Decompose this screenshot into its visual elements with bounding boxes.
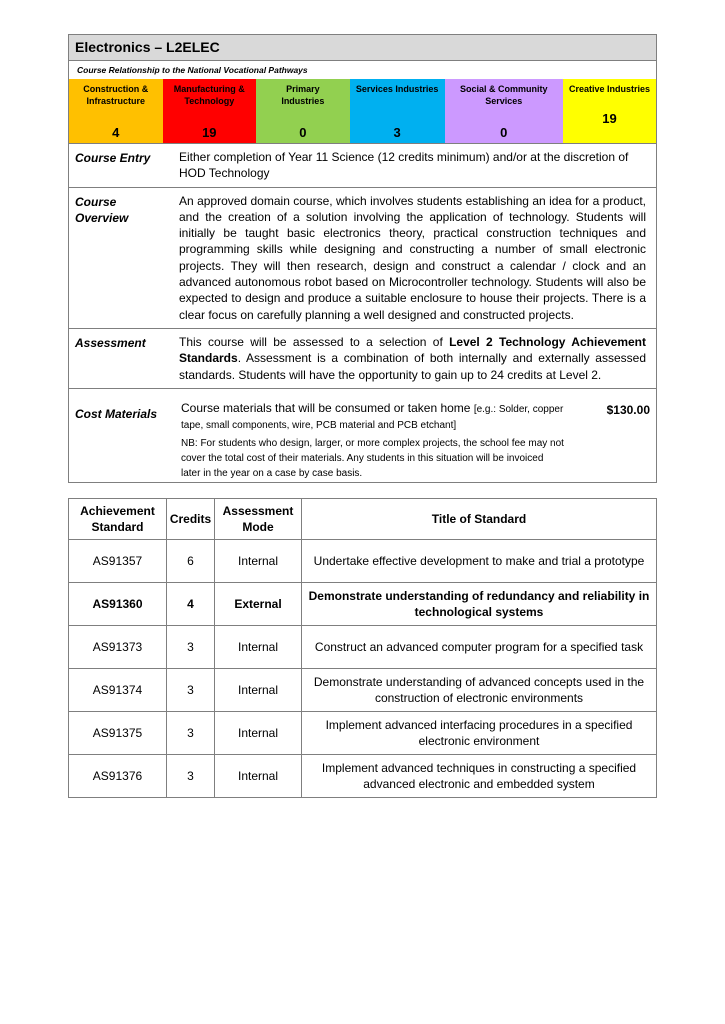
standard-code: AS91376 [69, 755, 167, 798]
standard-mode: Internal [215, 755, 302, 798]
assessment-text-highlight: Level 2 Technology Achievement Standards [179, 334, 647, 366]
assessment-text-end: . Assessment is a combination of both internally and externally assessed standards. Students will have the opportunity to gain up to 24 credits at Level 2. [179, 351, 646, 382]
pathway-services [350, 79, 445, 143]
pathway-value: 4 [112, 125, 120, 140]
standard-code: AS91357 [69, 540, 167, 583]
standard-credits: 6 [167, 540, 215, 583]
header-assessment-mode: Assessment Mode [215, 499, 302, 540]
standard-title: Implement advanced techniques in constructing a specified advanced electronic and embedded system [302, 755, 657, 798]
table-row [69, 540, 657, 583]
pathway-value: 19 [602, 111, 617, 126]
course-entry-label: Course Entry [75, 151, 151, 165]
table-row [69, 755, 657, 798]
table-row [69, 583, 657, 626]
standard-mode: Internal [215, 712, 302, 755]
course-info-box [68, 34, 657, 483]
standard-code: AS91375 [69, 712, 167, 755]
assessment-text-start: This course will be assessed to a selection of [179, 334, 450, 349]
table-row [69, 626, 657, 669]
pathway-label: Primary Industries [281, 84, 325, 106]
cost-materials-text [181, 401, 564, 433]
header-achievement-standard: Achievement Standard [69, 499, 167, 540]
standard-mode: Internal [215, 669, 302, 712]
cost-materials-detail: [e.g.: Solder, copper tape, small components, wire, PCB material and PCB etchant] [181, 403, 564, 431]
header-title-of-standard: Title of Standard [302, 499, 657, 540]
table-row [69, 669, 657, 712]
assessment-text [179, 329, 656, 388]
course-title: Electronics – L2ELEC [69, 35, 656, 61]
standard-code: AS91360 [69, 583, 167, 626]
standard-credits: 3 [167, 712, 215, 755]
pathway-label: Manufacturing & Technology [173, 84, 245, 106]
pathway-value: 3 [393, 125, 401, 140]
pathway-creative [563, 79, 656, 143]
standard-credits: 3 [167, 755, 215, 798]
standard-title: Demonstrate understanding of advanced concepts used in the construction of electronic environments [302, 669, 657, 712]
standard-credits: 3 [167, 669, 215, 712]
standard-mode: External [215, 583, 302, 626]
pathway-manufacturing [163, 79, 257, 143]
pathway-label: Creative Industries [568, 84, 651, 94]
header-credits: Credits [167, 499, 215, 540]
pathways-row [69, 79, 656, 143]
pathway-value: 19 [202, 125, 217, 140]
pathways-caption: Course Relationship to the National Vocational Pathways [77, 65, 308, 75]
pathway-primary [256, 79, 350, 143]
assessment-row [69, 328, 656, 388]
pathway-value: 0 [500, 125, 508, 140]
standard-title: Demonstrate understanding of redundancy and reliability in technological systems [302, 583, 657, 626]
course-entry-text: Either completion of Year 11 Science (12 credits minimum) and/or at the discretion of HOD Technology [179, 150, 629, 181]
pathway-label: Services Industries [355, 84, 439, 94]
standard-credits: 4 [167, 583, 215, 626]
standard-title: Implement advanced interfacing procedures in a specified electronic environment [302, 712, 657, 755]
course-entry-row [69, 143, 656, 187]
standard-credits: 3 [167, 626, 215, 669]
course-overview-row [69, 187, 656, 328]
standard-mode: Internal [215, 540, 302, 583]
pathway-social [445, 79, 563, 143]
standard-title: Construct an advanced computer program for a specified task [302, 626, 657, 669]
cost-price: $130.00 [606, 402, 650, 417]
course-overview-text: An approved domain course, which involves students establishing an idea for a product, and the creation of a solution involving the application of technology. Students will initially be taught basic electronics theory, practical construction techniques and programming skills while designing and constructing a number of small electronic projects. They will then research, design and construct a calendar / clock and an advanced autonomous robot based on Microcontroller technology. Students will also be expected to design and produce a suitable enclosure to house their projects. There is a clear focus on carefully planning a well designed and constructed projects. [179, 193, 646, 322]
pathway-construction [69, 79, 163, 143]
standard-title: Undertake effective development to make and trial a prototype [302, 540, 657, 583]
cost-materials-main: Course materials that will be consumed or taken home [181, 400, 474, 415]
cost-materials-note: NB: For students who design, larger, or more complex projects, the school fee may not cover the total cost of their materials. Any students in this situation will be invoiced later in the year on a case by case basis. [181, 437, 564, 479]
pathway-value: 0 [299, 125, 307, 140]
standard-code: AS91374 [69, 669, 167, 712]
standard-mode: Internal [215, 626, 302, 669]
table-row [69, 712, 657, 755]
cost-materials-label: Cost Materials [75, 406, 158, 421]
standard-code: AS91373 [69, 626, 167, 669]
standards-header-row [69, 499, 657, 540]
course-overview-label: Course Overview [75, 194, 129, 225]
pathway-label: Construction & Infrastructure [83, 84, 149, 106]
standards-table [68, 498, 657, 798]
pathway-label: Social & Community Services [460, 84, 548, 106]
assessment-label: Assessment [75, 335, 146, 350]
